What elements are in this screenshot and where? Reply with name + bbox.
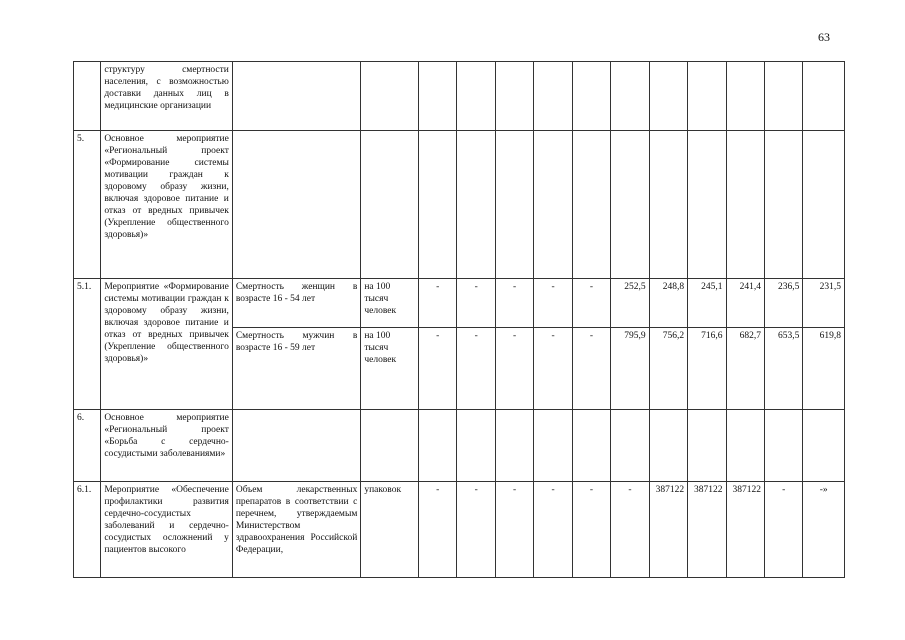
indicator-name	[232, 131, 361, 279]
value-cell	[726, 131, 764, 279]
measure-name: Мероприятие «Формирование системы мотивации граждан к здоровому образу жизни, включая здоровое питание и отказ от вредных привычек (Укрепление общественного здоровья)»	[101, 279, 233, 410]
value-cell	[419, 410, 457, 482]
value-cell	[726, 410, 764, 482]
value-cell: -	[419, 279, 457, 328]
value-cell	[688, 62, 726, 131]
value-cell: -	[534, 279, 572, 328]
value-cell: -	[572, 482, 610, 578]
value-cell: -	[495, 328, 533, 410]
indicator-name: Смертность мужчин в возрасте 16 - 59 лет	[232, 328, 361, 410]
row-number: 6.1.	[74, 482, 101, 578]
measure-name: Основное мероприятие «Региональный проект «Формирование системы мотивации граждан к здоровому образу жизни, включая здоровое питание и отказ от вредных привычек (Укрепление общественного здоровья)»	[101, 131, 233, 279]
value-cell: -	[419, 482, 457, 578]
value-cell	[764, 131, 802, 279]
value-cell: 387122	[726, 482, 764, 578]
value-cell	[457, 410, 495, 482]
indicator-name	[232, 62, 361, 131]
page-number: 63	[818, 30, 830, 44]
value-cell	[419, 131, 457, 279]
value-cell	[572, 410, 610, 482]
value-cell	[649, 410, 687, 482]
value-cell	[764, 410, 802, 482]
value-cell: 756,2	[649, 328, 687, 410]
value-cell	[534, 410, 572, 482]
value-cell: -	[419, 328, 457, 410]
measure-name: структуру смертности населения, с возможностью доставки данных лиц в медицинские организации	[101, 62, 233, 131]
value-cell: 387122	[688, 482, 726, 578]
value-cell: 248,8	[649, 279, 687, 328]
value-cell: -	[457, 328, 495, 410]
indicator-name: Смертность женщин в возрасте 16 - 54 лет	[232, 279, 361, 328]
value-cell	[803, 62, 845, 131]
value-cell: -	[534, 328, 572, 410]
row-number: 5.1.	[74, 279, 101, 410]
value-cell: 231,5	[803, 279, 845, 328]
value-cell: -	[611, 482, 649, 578]
unit-cell	[361, 410, 419, 482]
table-row	[74, 62, 845, 131]
value-cell	[495, 410, 533, 482]
value-cell: 682,7	[726, 328, 764, 410]
value-cell	[726, 62, 764, 131]
value-cell	[803, 410, 845, 482]
value-cell: 241,4	[726, 279, 764, 328]
unit-cell	[361, 62, 419, 131]
program-table	[73, 61, 845, 578]
indicator-name	[232, 410, 361, 482]
value-cell: -	[572, 328, 610, 410]
value-cell	[611, 62, 649, 131]
row-number	[74, 62, 101, 131]
value-cell	[457, 131, 495, 279]
value-cell: 252,5	[611, 279, 649, 328]
measure-name: Мероприятие «Обеспечение профилактики развития сердечно-сосудистых заболеваний и сердечно-сосудистых осложнений у пациентов высокого	[101, 482, 233, 578]
value-cell	[534, 131, 572, 279]
indicator-name: Объем лекарственных препаратов в соответствии с перечнем, утверждаемым Министерством здравоохранения Российской Федерации,	[232, 482, 361, 578]
unit-cell: упаковок	[361, 482, 419, 578]
value-cell	[495, 62, 533, 131]
value-cell: -	[534, 482, 572, 578]
table-row	[74, 279, 845, 328]
value-cell: 795,9	[611, 328, 649, 410]
value-cell	[649, 62, 687, 131]
row-number: 5.	[74, 131, 101, 279]
table-row	[74, 410, 845, 482]
table-row	[74, 482, 845, 578]
unit-cell	[361, 131, 419, 279]
value-cell: -»	[803, 482, 845, 578]
value-cell: 245,1	[688, 279, 726, 328]
value-cell: 387122	[649, 482, 687, 578]
value-cell	[419, 62, 457, 131]
value-cell	[764, 62, 802, 131]
value-cell	[611, 131, 649, 279]
value-cell	[457, 62, 495, 131]
unit-cell: на 100 тысяч человек	[361, 328, 419, 410]
value-cell: 236,5	[764, 279, 802, 328]
value-cell	[649, 131, 687, 279]
value-cell	[688, 410, 726, 482]
value-cell: -	[495, 482, 533, 578]
row-number: 6.	[74, 410, 101, 482]
value-cell	[611, 410, 649, 482]
unit-cell: на 100 тысяч человек	[361, 279, 419, 328]
value-cell	[572, 62, 610, 131]
value-cell: 619,8	[803, 328, 845, 410]
value-cell	[688, 131, 726, 279]
value-cell: 653,5	[764, 328, 802, 410]
value-cell: 716,6	[688, 328, 726, 410]
value-cell: -	[457, 279, 495, 328]
value-cell	[495, 131, 533, 279]
value-cell: -	[764, 482, 802, 578]
measure-name: Основное мероприятие «Региональный проект «Борьба с сердечно-сосудистыми заболеваниями»	[101, 410, 233, 482]
value-cell: -	[495, 279, 533, 328]
table-row	[74, 131, 845, 279]
value-cell	[803, 131, 845, 279]
value-cell: -	[572, 279, 610, 328]
value-cell	[534, 62, 572, 131]
value-cell: -	[457, 482, 495, 578]
value-cell	[572, 131, 610, 279]
